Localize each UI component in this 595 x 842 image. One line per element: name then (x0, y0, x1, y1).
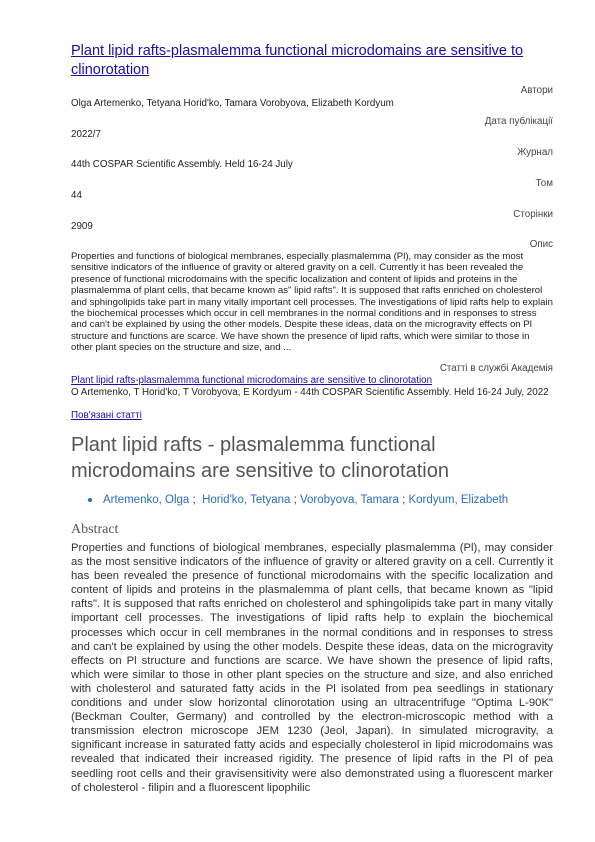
volume-label: Том (535, 178, 553, 189)
abstract-text: Properties and functions of biological membranes, especially plasmalemma (Pl), may consider as the most sensitive indicators of the influence of gravity or altered gravity on a cell. Currently it has been revealed the presence of functional microdomains with the specific localization and content of lipids and proteins in the plasmalemma of plant cells, that became known as "lipid rafts". It is supposed that rafts enriched on cholesterol and sphingolipids take part in many vitally important cell processes. The investigations of lipid rafts help to explain the biochemical processes which occur in cell membranes in the normal conditions and in responses to stress and can't be explained by using the other models. Despite these ideas, data on the microgravity effects on Pl structure and functions are scarce. We have shown the presence of lipid rafts, which were similar to those in other plant species on the structure and size, and also enriched with cholesterol and saturated fatty acids in the Pl isolated from pea seedlings in stationary conditions and under slow horizontal clinorotation using an ultracentrifuge "Optima L-90K" (Beckman Coulter, Germany) and controlled by the electron-microscopic method with a transmission electron microscope JEM 1230 (Jeol, Japan). In simulated microgravity, a significant increase in saturated fatty acids and especially cholesterol in lipid microdomains was revealed that indicated their increased rigidity. The presence of lipid rafts in the Pl of pea seedling root cells and their gravisensitivity were also demonstrated using a fluorescent marker of cholesterol - filipin and a fluorescent lipophilic (71, 542, 553, 794)
author-link[interactable]: Vorobyova, Tamara (300, 494, 399, 506)
author-separator: ; (192, 494, 196, 506)
author-link[interactable]: Artemenko, Olga (103, 494, 190, 506)
scholar-citation: O Artemenko, T Horid'ko, T Vorobyova, E Kordyum - 44th COSPAR Scientific Assembly. Held 16-24 July, 2022 (71, 387, 549, 398)
abstract-heading: Abstract (71, 522, 119, 537)
author-separator: ; (402, 494, 406, 506)
author-list (87, 494, 508, 506)
description-text: Properties and functions of biological membranes, especially plasmalemma (Pl), may consider as the most sensitive indicators of the influence of gravity or altered gravity on a cell. Currently it has been revealed the presence of functional microdomains with the specific localization and content of lipids and proteins in the plasmalemma of plant cells, that became known as" lipid rafts". It is supposed that rafts enriched on cholesterol and sphingolipids take part in many vitally important cell processes. The investigations of lipid rafts help to explain the biochemical processes which occur in cell membranes in the normal conditions and in responses to stress and can't be explained by using the other models. Despite these ideas, data on the microgravity effects on Pl structure and functions are scarce. We have shown the presence of lipid rafts, which were similar to those in other plant species on the structure and size, and ... (71, 251, 553, 354)
scholar-label: Статті в службі Академія (439, 363, 553, 374)
authors-label: Автори (520, 85, 553, 96)
related-articles-link[interactable]: Пов'язані статті (71, 410, 142, 421)
journal-label: Журнал (517, 147, 553, 158)
author-link[interactable]: Horid'ko, Tetyana (202, 494, 291, 506)
description-label: Опис (529, 239, 553, 250)
article-heading: Plant lipid rafts - plasmalemma functional microdomains are sensitive to clinorotation (71, 434, 449, 482)
date-label: Дата публікації (484, 116, 553, 127)
pages-value: 2909 (71, 221, 93, 232)
article-title-link[interactable]: Plant lipid rafts-plasmalemma functional microdomains are sensitive to clinorotation (71, 43, 524, 78)
volume-value: 44 (71, 190, 82, 201)
journal-value: 44th COSPAR Scientific Assembly. Held 16-24 July (71, 159, 293, 170)
date-value: 2022/7 (71, 129, 101, 140)
pages-label: Сторінки (513, 209, 553, 220)
authors-value: Olga Artemenko, Tetyana Horid'ko, Tamara Vorobyova, Elizabeth Kordyum (71, 98, 394, 109)
author-link[interactable]: Kordyum, Elizabeth (408, 494, 509, 506)
author-separator: ; (293, 494, 297, 506)
scholar-article-link[interactable]: Plant lipid rafts-plasmalemma functional microdomains are sensitive to clinorotation (71, 375, 433, 386)
